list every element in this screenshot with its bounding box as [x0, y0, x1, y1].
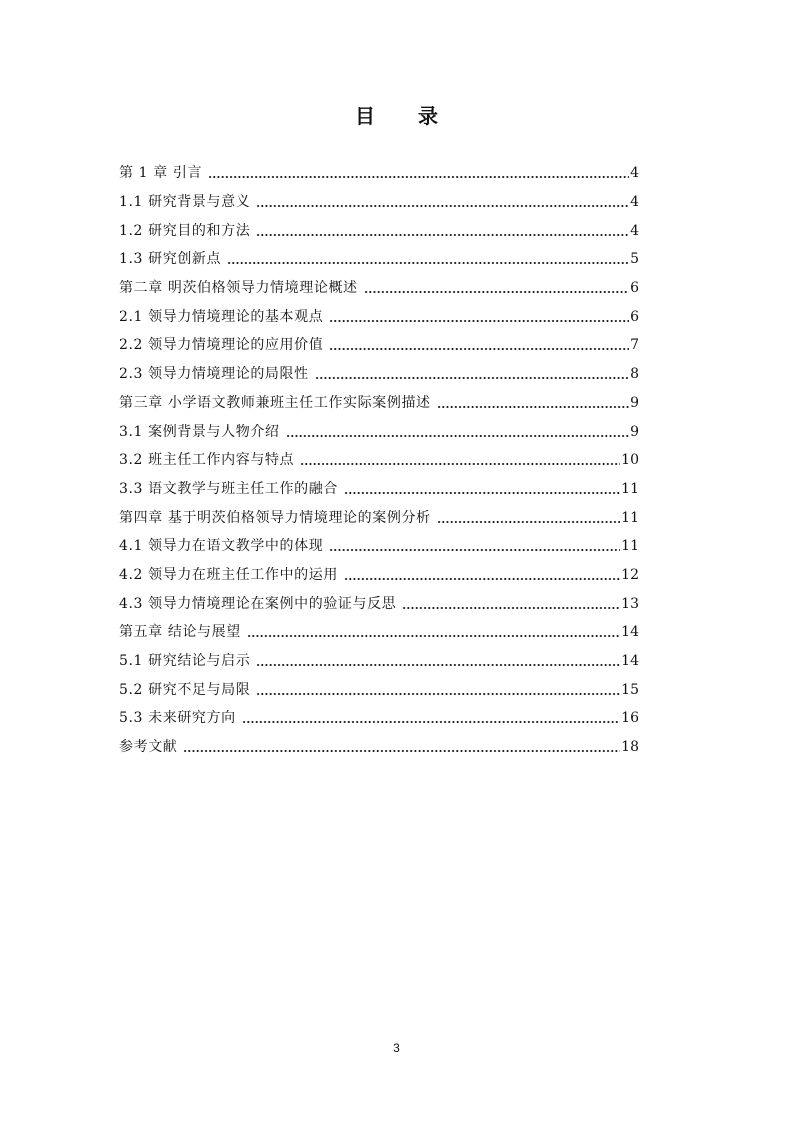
toc-entry[interactable]: [119, 302, 639, 331]
toc-entry-page: 6: [630, 308, 639, 325]
toc-entry-page: 7: [630, 337, 639, 354]
toc-entry[interactable]: [119, 704, 639, 733]
toc-entry-label: 第二章 明茨伯格领导力情境理论概述: [119, 280, 358, 297]
toc-entry-label: 第三章 小学语文教师兼班主任工作实际案例描述: [119, 394, 431, 411]
dot-leader: [183, 737, 620, 757]
toc-entry-page: 18: [621, 739, 639, 756]
dot-leader: [208, 163, 629, 183]
toc-entry-page: 12: [621, 566, 639, 583]
toc-entry-label: 3.2 班主任工作内容与特点: [119, 452, 295, 469]
toc-entry-page: 5: [630, 251, 639, 268]
toc-entry-page: 4: [630, 222, 639, 239]
dot-leader: [242, 708, 620, 728]
toc-entry[interactable]: [119, 188, 639, 217]
toc-entry-page: 6: [630, 280, 639, 297]
toc-entry-label: 第四章 基于明茨伯格领导力情境理论的案例分析: [119, 509, 431, 526]
dot-leader: [402, 594, 620, 614]
toc-entry[interactable]: [119, 532, 639, 561]
toc-entry-label: 5.2 研究不足与局限: [119, 681, 251, 698]
toc-entry-page: 4: [630, 194, 639, 211]
dot-leader: [227, 249, 629, 269]
toc-entry-label: 5.1 研究结论与启示: [119, 653, 251, 670]
toc-entry-label: 4.1 领导力在语文教学中的体现: [119, 538, 324, 555]
toc-entry[interactable]: [119, 245, 639, 274]
toc-entry-label: 4.3 领导力情境理论在案例中的验证与反思: [119, 595, 397, 612]
toc-entry[interactable]: [119, 733, 639, 762]
toc-entry[interactable]: [119, 475, 639, 504]
toc-entry-label: 1.3 研究创新点: [119, 251, 222, 268]
toc-entry[interactable]: [119, 589, 639, 618]
toc-entry-page: 11: [621, 480, 639, 497]
toc-entry[interactable]: [119, 618, 639, 647]
toc-entry-label: 第五章 结论与展望: [119, 624, 241, 641]
dot-leader: [329, 536, 620, 556]
toc-entry-label: 3.3 语文教学与班主任工作的融合: [119, 480, 338, 497]
toc-entry[interactable]: [119, 503, 639, 532]
dot-leader: [300, 450, 620, 470]
toc-entry[interactable]: [119, 216, 639, 245]
toc-entry-page: 13: [621, 595, 639, 612]
toc-entry-label: 5.3 未来研究方向: [119, 710, 236, 727]
toc-entry-label: 1.2 研究目的和方法: [119, 222, 251, 239]
toc-entry[interactable]: [119, 159, 639, 188]
dot-leader: [247, 622, 620, 642]
toc-entry-page: 9: [630, 394, 639, 411]
toc-entry-page: 16: [621, 710, 639, 727]
toc-entry[interactable]: [119, 274, 639, 303]
toc-entry-label: 4.2 领导力在班主任工作中的运用: [119, 566, 338, 583]
dot-leader: [256, 221, 629, 241]
dot-leader: [315, 364, 629, 384]
page-number: 3: [393, 1041, 400, 1055]
table-of-contents: [119, 159, 639, 761]
toc-entry[interactable]: [119, 647, 639, 676]
toc-entry[interactable]: [119, 331, 639, 360]
toc-entry-page: 8: [630, 366, 639, 383]
toc-entry-page: 14: [621, 653, 639, 670]
toc-entry[interactable]: [119, 389, 639, 418]
dot-leader: [256, 680, 620, 700]
toc-entry-label: 1.1 研究背景与意义: [119, 194, 251, 211]
toc-entry[interactable]: [119, 360, 639, 389]
toc-entry[interactable]: [119, 561, 639, 590]
dot-leader: [329, 335, 629, 355]
toc-entry-label: 2.1 领导力情境理论的基本观点: [119, 308, 324, 325]
toc-entry-page: 10: [621, 452, 639, 469]
toc-entry[interactable]: [119, 446, 639, 475]
toc-entry-page: 4: [630, 165, 639, 182]
dot-leader: [364, 278, 629, 298]
dot-leader: [329, 307, 629, 327]
toc-entry-page: 14: [621, 624, 639, 641]
dot-leader: [437, 393, 629, 413]
toc-entry[interactable]: [119, 675, 639, 704]
dot-leader: [256, 651, 620, 671]
toc-title: 目 录: [355, 104, 456, 128]
dot-leader: [286, 422, 630, 442]
toc-entry-page: 11: [621, 538, 639, 555]
toc-entry-page: 9: [630, 423, 639, 440]
toc-entry-label: 2.2 领导力情境理论的应用价值: [119, 337, 324, 354]
dot-leader: [344, 479, 620, 499]
toc-entry-page: 11: [621, 509, 639, 526]
toc-entry-label: 3.1 案例背景与人物介绍: [119, 423, 280, 440]
toc-entry-label: 2.3 领导力情境理论的局限性: [119, 366, 309, 383]
dot-leader: [344, 565, 620, 585]
toc-entry[interactable]: [119, 417, 639, 446]
toc-entry-page: 15: [621, 681, 639, 698]
toc-entry-label: 第 1 章 引言: [119, 165, 203, 182]
dot-leader: [437, 508, 621, 528]
dot-leader: [256, 192, 629, 212]
toc-entry-label: 参考文献: [119, 739, 178, 756]
